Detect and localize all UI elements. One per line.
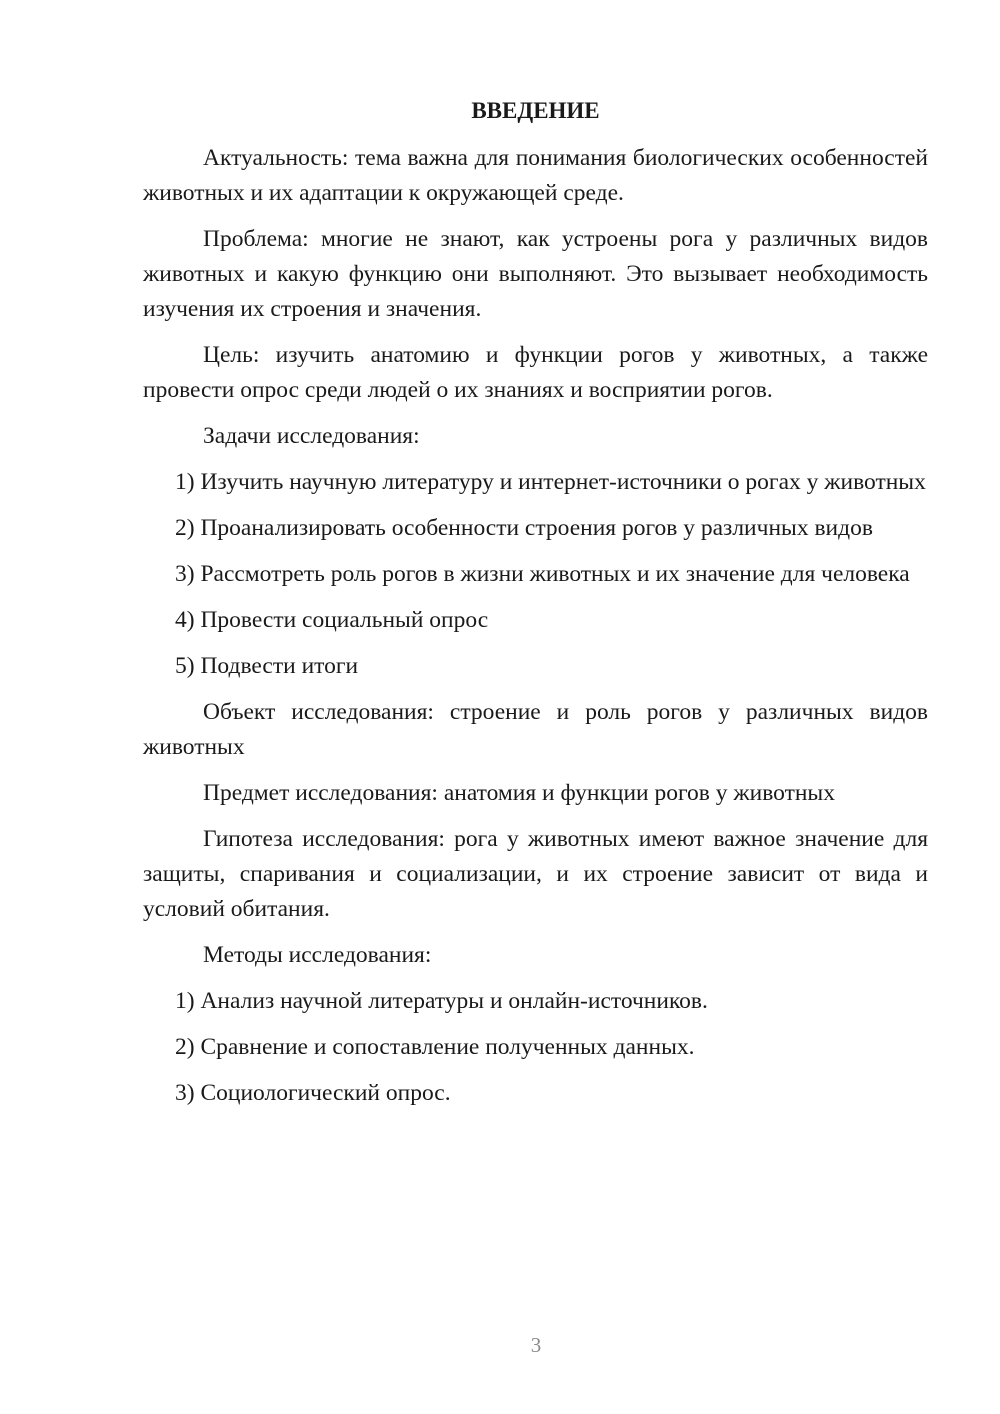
page-title: ВВЕДЕНИЕ bbox=[471, 98, 600, 123]
hypothesis-paragraph: Гипотеза исследования: рога у животных имеют важное значение для защиты, спаривания и социализации, и их строение зависит от вида и условий обитания. bbox=[143, 826, 928, 922]
method-item-2: 2) Сравнение и сопоставление полученных данных. bbox=[175, 1034, 695, 1060]
page-number: 3 bbox=[530, 1333, 542, 1357]
task-item-3: 3) Рассмотреть роль рогов в жизни животных и их значение для человека bbox=[175, 561, 910, 587]
task-item-4: 4) Провести социальный опрос bbox=[175, 607, 489, 633]
relevance-paragraph: Актуальность: тема важна для понимания биологических особенностей животных и их адаптации к окружающей среде. bbox=[143, 145, 928, 206]
object-paragraph: Объект исследования: строение и роль рогов у различных видов животных bbox=[143, 699, 928, 760]
task-item-5: 5) Подвести итоги bbox=[175, 653, 359, 679]
page-content bbox=[143, 93, 928, 1122]
task-item-2: 2) Проанализировать особенности строения рогов у различных видов bbox=[175, 515, 873, 541]
subject-paragraph: Предмет исследования: анатомия и функции рогов у животных bbox=[203, 780, 835, 806]
problem-paragraph: Проблема: многие не знают, как устроены рога у различных видов животных и какую функцию они выполняют. Это вызывает необходимость изучения их строения и значения. bbox=[143, 226, 928, 322]
methods-heading: Методы исследования: bbox=[203, 942, 432, 968]
goal-paragraph: Цель: изучить анатомию и функции рогов у животных, а также провести опрос среди людей о их знаниях и восприятии рогов. bbox=[143, 342, 928, 403]
method-item-3: 3) Социологический опрос. bbox=[175, 1080, 451, 1106]
method-item-1: 1) Анализ научной литературы и онлайн-источников. bbox=[175, 988, 708, 1014]
task-item-1: 1) Изучить научную литературу и интернет-источники о рогах у животных bbox=[175, 469, 926, 495]
tasks-heading: Задачи исследования: bbox=[203, 423, 420, 449]
